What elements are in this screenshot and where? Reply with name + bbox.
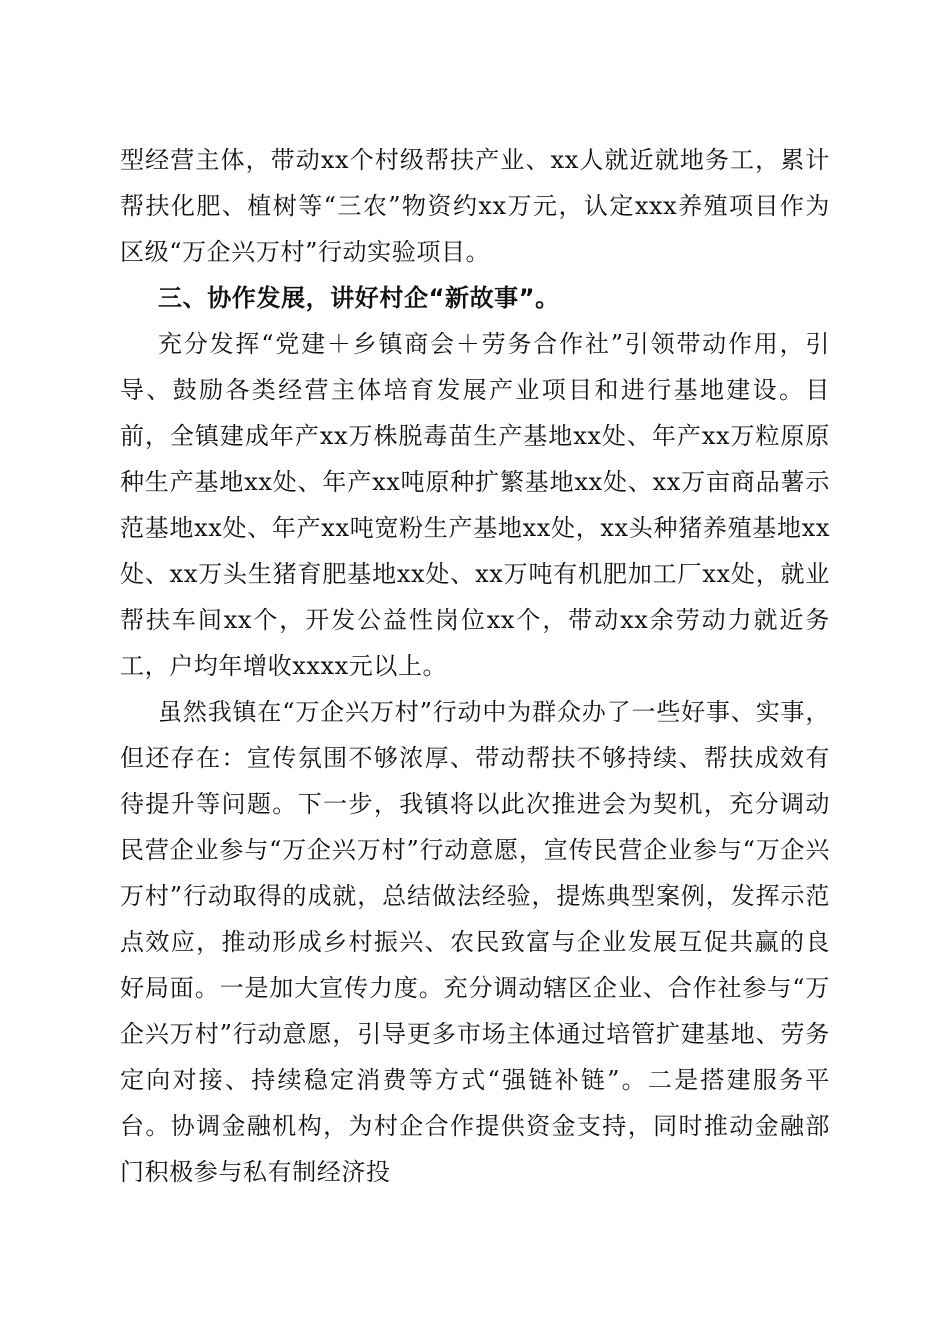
section-heading: 三、协作发展，讲好村企“新故事”。: [158, 284, 560, 312]
paragraph-3: 虽然我镇在“万企兴万村”行动中为群众办了一些好事、实事，但还存在：宣传氛围不够浓厚、带动帮扶不够持续、帮扶成效有待提升等问题。下一步，我镇将以此次推进会为契机，充分调动民营企业参与“万企兴万村”行动意愿，宣传民营企业参与“万企兴万村”行动取得的成就，总结做法经验，提炼典型案例，发挥示范点效应，推动形成乡村振兴、农民致富与企业发展互促共赢的良好局面。一是加大宣传力度。充分调动辖区企业、合作社参与“万企兴万村”行动意愿，引导更多市场主体通过培管扩建基地、劳务定向对接、持续稳定消费等方式“强链补链”。二是搭建服务平台。协调金融机构，为村企合作提供资金支持，同时推动金融部门积极参与私有制经济投: [120, 698, 830, 1186]
paragraph-2: 充分发挥“党建＋乡镇商会＋劳务合作社”引领带动作用，引导、鼓励各类经营主体培育发展产业项目和进行基地建设。目前，全镇建成年产xx万株脱毒苗生产基地xx处、年产xx万粒原原种生产基地xx处、年产xx吨原种扩繁基地xx处、xx万亩商品薯示范基地xx处、年产xx吨宽粉生产基地xx处，xx头种猪养殖基地xx处、xx万头生猪育肥基地xx处、xx万吨有机肥加工厂xx处，就业帮扶车间xx个，开发公益性岗位xx个，带动xx余劳动力就近务工，户均年增收xxxx元以上。: [120, 330, 830, 680]
document-body: [120, 137, 830, 1195]
paragraph-continued: 型经营主体，带动xx个村级帮扶产业、xx人就近就地务工，累计帮扶化肥、植树等“三农”物资约xx万元，认定xxx养殖项目作为区级“万企兴万村”行动实验项目。: [120, 146, 830, 266]
